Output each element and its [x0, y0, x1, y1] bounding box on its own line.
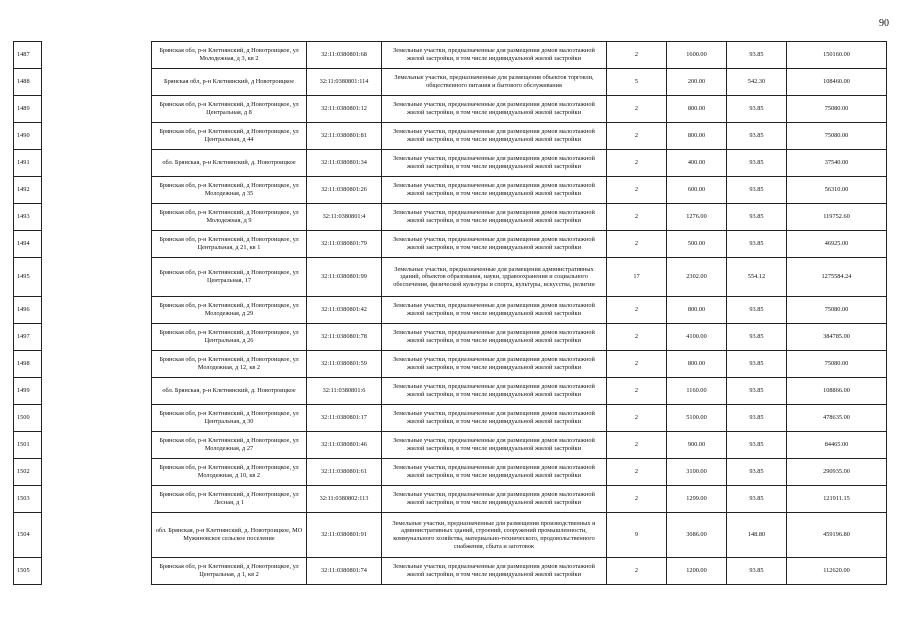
- cell-land-purpose: Земельные участки, предназначенные для размещения домов малоэтажной жилой застройки, в том числе индивидуальной жилой застройки: [382, 432, 607, 459]
- cell-gap: [42, 69, 152, 96]
- cell-land-purpose: Земельные участки, предназначенные для размещения домов малоэтажной жилой застройки, в том числе индивидуальной жилой застройки: [382, 297, 607, 324]
- cell-rate: 93.85: [727, 297, 787, 324]
- cell-cadastral-number: 32:11:0380801:78: [307, 324, 382, 351]
- cell-cadastral-number: 32:11:0380801:59: [307, 351, 382, 378]
- cell-area: 800.00: [667, 351, 727, 378]
- cell-rate: 93.85: [727, 486, 787, 513]
- cell-gap: [42, 123, 152, 150]
- cell-cadastral-number: 32:11:0380801:4: [307, 204, 382, 231]
- table-row: [14, 258, 887, 297]
- table-row: [14, 378, 887, 405]
- cell-group: 2: [607, 486, 667, 513]
- cell-index: 1491: [14, 150, 42, 177]
- table-row: [14, 69, 887, 96]
- table-row: [14, 96, 887, 123]
- cell-rate: 93.85: [727, 405, 787, 432]
- cell-group: 2: [607, 558, 667, 585]
- cell-cadastral-number: 32:11:0380801:74: [307, 558, 382, 585]
- cell-address: Брянская обл, р-н Клетнянский, д Новотроицкое, ул Центральная, д 30: [152, 405, 307, 432]
- cell-index: 1488: [14, 69, 42, 96]
- cell-cadastral-value: 108866.00: [787, 378, 887, 405]
- cell-group: 2: [607, 324, 667, 351]
- cell-group: 9: [607, 513, 667, 558]
- cell-cadastral-number: 32:11:0380802:113: [307, 486, 382, 513]
- cell-land-purpose: Земельные участки, предназначенные для размещения производственных и административных зданий, строений, сооружений промышленности, коммунального хозяйства, материально-технического, продовольственного снабжения, сбыта и заготовок: [382, 513, 607, 558]
- cell-cadastral-value: 384785.00: [787, 324, 887, 351]
- cell-area: 800.00: [667, 96, 727, 123]
- cell-address: обл. Брянская, р-н Клетнянский, д. Новотроицкое, МО Мужиновское сельское поселение: [152, 513, 307, 558]
- cell-group: 17: [607, 258, 667, 297]
- cell-gap: [42, 405, 152, 432]
- cell-address: Брянская обл, р-н Клетнянский, д Новотроицкое, ул Центральная, 17: [152, 258, 307, 297]
- cell-index: 1496: [14, 297, 42, 324]
- cell-address: Брянская обл, р-н Клетнянский, д Новотроицкое, ул Лесная, д 1: [152, 486, 307, 513]
- cell-cadastral-value: 290935.00: [787, 459, 887, 486]
- cell-rate: 93.85: [727, 42, 787, 69]
- cell-cadastral-value: 75080.00: [787, 351, 887, 378]
- cell-group: 2: [607, 123, 667, 150]
- cell-index: 1501: [14, 432, 42, 459]
- table-row: [14, 177, 887, 204]
- cell-cadastral-value: 459196.80: [787, 513, 887, 558]
- cell-group: 2: [607, 177, 667, 204]
- cell-group: 5: [607, 69, 667, 96]
- cell-area: 1276.00: [667, 204, 727, 231]
- cell-rate: 93.85: [727, 204, 787, 231]
- cell-area: 800.00: [667, 123, 727, 150]
- cell-index: 1505: [14, 558, 42, 585]
- cell-rate: 93.85: [727, 558, 787, 585]
- cell-address: Брянская обл, р-н Клетнянский, д Новотроицкое, ул Молодежная, д 12, кв 2: [152, 351, 307, 378]
- cell-address: Брянская обл, р-н Клетнянский, д Новотроицкое, ул Центральная, д 26: [152, 324, 307, 351]
- table-row: [14, 123, 887, 150]
- cell-cadastral-number: 32:11:0380801:99: [307, 258, 382, 297]
- cell-gap: [42, 558, 152, 585]
- cell-cadastral-number: 32:11:0380801:6: [307, 378, 382, 405]
- cell-gap: [42, 486, 152, 513]
- cell-land-purpose: Земельные участки, предназначенные для размещения домов малоэтажной жилой застройки, в том числе индивидуальной жилой застройки: [382, 231, 607, 258]
- cell-rate: 93.85: [727, 177, 787, 204]
- cell-area: 1160.00: [667, 378, 727, 405]
- table-row: [14, 324, 887, 351]
- cell-group: 2: [607, 432, 667, 459]
- cell-rate: 93.85: [727, 351, 787, 378]
- cell-land-purpose: Земельные участки, предназначенные для размещения домов малоэтажной жилой застройки, в том числе индивидуальной жилой застройки: [382, 177, 607, 204]
- cell-index: 1502: [14, 459, 42, 486]
- cell-area: 400.00: [667, 150, 727, 177]
- cell-area: 500.00: [667, 231, 727, 258]
- table-row: [14, 297, 887, 324]
- cell-address: Брянская обл, р-н Клетнянский, д Новотроицкое, ул Молодежная, д 9: [152, 204, 307, 231]
- cell-index: 1489: [14, 96, 42, 123]
- cell-gap: [42, 513, 152, 558]
- cell-group: 2: [607, 231, 667, 258]
- cell-land-purpose: Земельные участки, предназначенные для размещения домов малоэтажной жилой застройки, в том числе индивидуальной жилой застройки: [382, 558, 607, 585]
- cell-address: Брянская обл, р-н Клетнянский, д Новотроицкое, ул Молодежная, д 35: [152, 177, 307, 204]
- cell-cadastral-value: 1275584.24: [787, 258, 887, 297]
- cell-cadastral-number: 32:11:0380801:61: [307, 459, 382, 486]
- cell-cadastral-value: 150160.00: [787, 42, 887, 69]
- cell-index: 1495: [14, 258, 42, 297]
- cell-area: 200.00: [667, 69, 727, 96]
- cell-gap: [42, 378, 152, 405]
- table-row: [14, 432, 887, 459]
- table-row: [14, 150, 887, 177]
- cell-group: 2: [607, 459, 667, 486]
- table-row: [14, 231, 887, 258]
- cell-cadastral-value: 121911.15: [787, 486, 887, 513]
- cell-group: 2: [607, 378, 667, 405]
- cell-cadastral-number: 32:11:0380801:12: [307, 96, 382, 123]
- cell-index: 1490: [14, 123, 42, 150]
- cell-cadastral-number: 32:11:0380801:34: [307, 150, 382, 177]
- cell-cadastral-value: 75080.00: [787, 123, 887, 150]
- cell-group: 2: [607, 96, 667, 123]
- cell-index: 1504: [14, 513, 42, 558]
- cell-area: 5100.00: [667, 405, 727, 432]
- cell-address: обл. Брянская, р-н Клетнянский, д. Новотроицкое: [152, 150, 307, 177]
- cell-area: 3100.00: [667, 459, 727, 486]
- cell-land-purpose: Земельные участки, предназначенные для размещения домов малоэтажной жилой застройки, в том числе индивидуальной жилой застройки: [382, 42, 607, 69]
- cell-rate: 554.12: [727, 258, 787, 297]
- cell-address: Брянская обл, р-н Клетнянский, д Новотроицкое, ул Молодежная, д 10, кв 2: [152, 459, 307, 486]
- cell-cadastral-number: 32:11:0380801:81: [307, 123, 382, 150]
- cell-area: 1600.00: [667, 42, 727, 69]
- table-row: [14, 459, 887, 486]
- cell-land-purpose: Земельные участки, предназначенные для размещения домов малоэтажной жилой застройки, в том числе индивидуальной жилой застройки: [382, 150, 607, 177]
- table-body: [14, 42, 887, 585]
- cell-cadastral-number: 32:11:0380801:42: [307, 297, 382, 324]
- cell-cadastral-value: 37540.00: [787, 150, 887, 177]
- cell-gap: [42, 204, 152, 231]
- cell-group: 2: [607, 150, 667, 177]
- cell-index: 1500: [14, 405, 42, 432]
- cell-group: 2: [607, 204, 667, 231]
- cell-address: Брянская обл, р-н Клетнянский, д Новотроицкое, ул Центральная, д 21, кв 1: [152, 231, 307, 258]
- cell-area: 600.00: [667, 177, 727, 204]
- table-row: [14, 486, 887, 513]
- cell-cadastral-number: 32:11:0380801:26: [307, 177, 382, 204]
- cell-cadastral-value: 75080.00: [787, 297, 887, 324]
- cell-address: Брянская обл, р-н Клетнянский, д Новотроицкое, ул Молодежная, д 29: [152, 297, 307, 324]
- cell-index: 1487: [14, 42, 42, 69]
- cell-group: 2: [607, 42, 667, 69]
- cell-rate: 93.85: [727, 432, 787, 459]
- cell-index: 1503: [14, 486, 42, 513]
- cell-cadastral-number: 32:11:0380801:68: [307, 42, 382, 69]
- cell-land-purpose: Земельные участки, предназначенные для размещения домов малоэтажной жилой застройки, в том числе индивидуальной жилой застройки: [382, 96, 607, 123]
- cell-land-purpose: Земельные участки, предназначенные для размещения домов малоэтажной жилой застройки, в том числе индивидуальной жилой застройки: [382, 405, 607, 432]
- cell-group: 2: [607, 297, 667, 324]
- cell-address: Брянская обл, р-н Клетнянский, д Новотроицкое, ул Центральная, д 44: [152, 123, 307, 150]
- cell-gap: [42, 324, 152, 351]
- cell-rate: 542.30: [727, 69, 787, 96]
- cell-rate: 93.85: [727, 459, 787, 486]
- cell-area: 2302.00: [667, 258, 727, 297]
- cell-address: Брянская обл, р-н Клетнянский, д Новотроицкое: [152, 69, 307, 96]
- cell-gap: [42, 459, 152, 486]
- cell-gap: [42, 231, 152, 258]
- cell-gap: [42, 351, 152, 378]
- cell-gap: [42, 297, 152, 324]
- cell-land-purpose: Земельные участки, предназначенные для размещения домов малоэтажной жилой застройки, в том числе индивидуальной жилой застройки: [382, 486, 607, 513]
- cell-gap: [42, 432, 152, 459]
- cell-gap: [42, 150, 152, 177]
- cell-group: 2: [607, 351, 667, 378]
- cell-land-purpose: Земельные участки, предназначенные для размещения домов малоэтажной жилой застройки, в том числе индивидуальной жилой застройки: [382, 324, 607, 351]
- cell-land-purpose: Земельные участки, предназначенные для размещения домов малоэтажной жилой застройки, в том числе индивидуальной жилой застройки: [382, 123, 607, 150]
- cell-land-purpose: Земельные участки, предназначенные для размещения домов малоэтажной жилой застройки, в том числе индивидуальной жилой застройки: [382, 459, 607, 486]
- cell-address: Брянская обл, р-н Клетнянский, д Новотроицкое, ул Центральная, д 8: [152, 96, 307, 123]
- cell-cadastral-value: 56310.00: [787, 177, 887, 204]
- cell-address: Брянская обл, р-н Клетнянский, д Новотроицкое, ул Молодежная, д 27: [152, 432, 307, 459]
- cell-area: 4100.00: [667, 324, 727, 351]
- cell-cadastral-number: 32:11:0380801:46: [307, 432, 382, 459]
- cell-index: 1497: [14, 324, 42, 351]
- cell-land-purpose: Земельные участки, предназначенные для размещения объектов торговли, общественного питания и бытового обслуживания: [382, 69, 607, 96]
- cell-gap: [42, 96, 152, 123]
- cell-area: 800.00: [667, 297, 727, 324]
- cell-cadastral-number: 32:11:0380801:114: [307, 69, 382, 96]
- cell-rate: 93.85: [727, 123, 787, 150]
- cell-rate: 93.85: [727, 150, 787, 177]
- table-row: [14, 42, 887, 69]
- cell-cadastral-value: 108460.00: [787, 69, 887, 96]
- cell-cadastral-value: 112620.00: [787, 558, 887, 585]
- cell-index: 1499: [14, 378, 42, 405]
- cell-index: 1493: [14, 204, 42, 231]
- cell-gap: [42, 42, 152, 69]
- cell-rate: 93.85: [727, 231, 787, 258]
- cell-rate: 93.85: [727, 378, 787, 405]
- cell-land-purpose: Земельные участки, предназначенные для размещения домов малоэтажной жилой застройки, в том числе индивидуальной жилой застройки: [382, 204, 607, 231]
- cell-rate: 93.85: [727, 324, 787, 351]
- table-row: [14, 204, 887, 231]
- cell-land-purpose: Земельные участки, предназначенные для размещения домов малоэтажной жилой застройки, в том числе индивидуальной жилой застройки: [382, 351, 607, 378]
- cell-area: 3086.00: [667, 513, 727, 558]
- land-registry-table: [13, 41, 887, 585]
- table-row: [14, 351, 887, 378]
- cell-area: 1299.00: [667, 486, 727, 513]
- cell-rate: 93.85: [727, 96, 787, 123]
- cell-address: Брянская обл, р-н Клетнянский, д Новотроицкое, ул Молодежная, д 3, кв 2: [152, 42, 307, 69]
- table-row: [14, 558, 887, 585]
- page-number: 90: [879, 18, 889, 29]
- cell-rate: 148.80: [727, 513, 787, 558]
- cell-cadastral-value: 84465.00: [787, 432, 887, 459]
- cell-index: 1492: [14, 177, 42, 204]
- cell-cadastral-value: 119752.60: [787, 204, 887, 231]
- cell-gap: [42, 258, 152, 297]
- cell-cadastral-number: 32:11:0380801:91: [307, 513, 382, 558]
- cell-index: 1494: [14, 231, 42, 258]
- cell-area: 900.00: [667, 432, 727, 459]
- cell-address: обл. Брянская, р-н Клетнянский, д. Новотроицкое: [152, 378, 307, 405]
- cell-cadastral-value: 478635.00: [787, 405, 887, 432]
- cell-area: 1200.00: [667, 558, 727, 585]
- cell-land-purpose: Земельные участки, предназначенные для размещения административных зданий, объектов образования, науки, здравоохранения и социального обеспечения, физической культуры и спорта, культуры, искусства, религии: [382, 258, 607, 297]
- cell-gap: [42, 177, 152, 204]
- cell-index: 1498: [14, 351, 42, 378]
- cell-cadastral-number: 32:11:0380801:79: [307, 231, 382, 258]
- table-row: [14, 513, 887, 558]
- cell-address: Брянская обл, р-н Клетнянский, д Новотроицкое, ул Центральная, д 1, кв 2: [152, 558, 307, 585]
- cell-cadastral-value: 75080.00: [787, 96, 887, 123]
- cell-group: 2: [607, 405, 667, 432]
- cell-cadastral-value: 46925.00: [787, 231, 887, 258]
- table-row: [14, 405, 887, 432]
- cell-land-purpose: Земельные участки, предназначенные для размещения домов малоэтажной жилой застройки, в том числе индивидуальной жилой застройки: [382, 378, 607, 405]
- cell-cadastral-number: 32:11:0380801:17: [307, 405, 382, 432]
